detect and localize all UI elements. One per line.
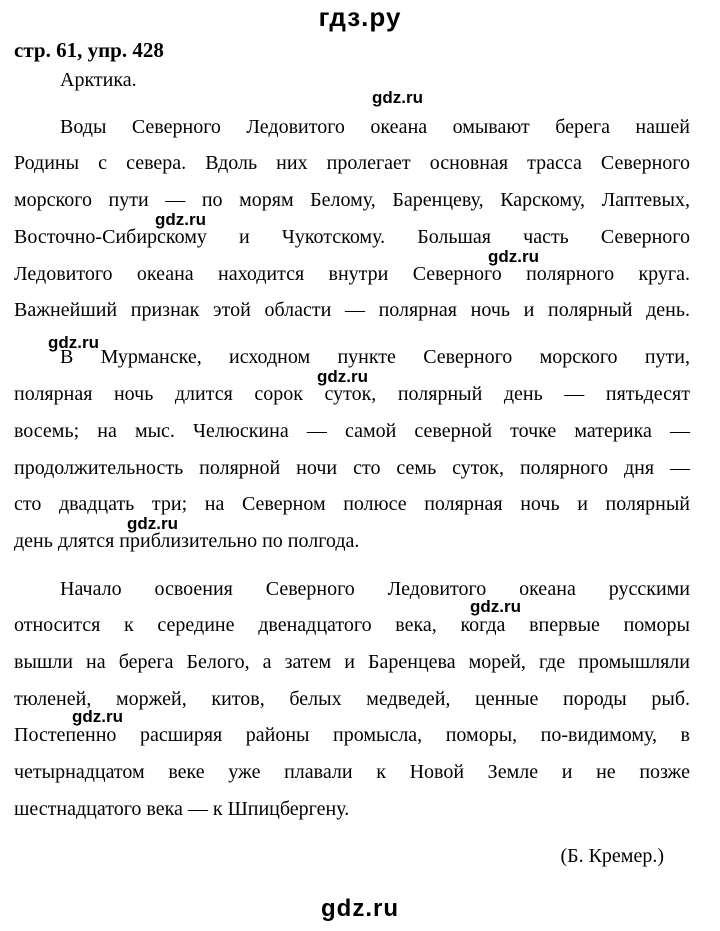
site-header: гдз.ру — [318, 2, 402, 32]
text-line: Начало освоения Северного Ледовитого океана русскими — [60, 578, 690, 600]
text-line: относится к середине двенадцатого века, когда впервые поморы — [14, 614, 690, 636]
text-line: Ледовитого океана находится внутри Северного полярного круга. — [14, 263, 690, 285]
text-line: В Мурманске, исходном пункте Северного морского пути, — [60, 346, 690, 368]
exercise-reference: стр. 61, упр. 428 — [14, 38, 164, 62]
text-line: полярная ночь длится сорок суток, полярный день — пятьдесят — [14, 383, 690, 405]
text-line: вышли на берега Белого, а затем и Баренцева морей, где промышляли — [14, 651, 690, 673]
text-line: четырнадцатом веке уже плавали к Новой Земле и не позже — [14, 761, 690, 783]
text-line: сто двадцать три; на Северном полюсе полярная ночь и полярный — [14, 493, 690, 515]
text-line: продолжительность полярной ночи сто семь суток, полярного дня — — [14, 457, 690, 479]
text-line: Постепенно расширяя районы промысла, поморы, по-видимому, в — [14, 724, 690, 746]
watermark: gdz.ru — [470, 597, 521, 616]
text-line: Воды Северного Ледовитого океана омывают берега нашей — [60, 116, 690, 138]
watermark: gdz.ru — [317, 367, 368, 386]
text-line: Восточно-Сибирскому и Чукотскому. Большая часть Северного — [14, 226, 690, 248]
watermark: gdz.ru — [72, 707, 123, 726]
text-line: Родины с севера. Вдоль них пролегает основная трасса Северного — [14, 152, 690, 174]
watermark: gdz.ru — [127, 514, 178, 533]
watermark: gdz.ru — [372, 88, 423, 107]
text-line: шестнадцатого века — к Шпицбергену. — [14, 798, 350, 820]
attribution: (Б. Кремер.) — [560, 845, 664, 867]
text-line: морского пути — по морям Белому, Баренцеву, Карскому, Лаптевых, — [14, 189, 690, 211]
text-line: тюленей, моржей, китов, белых медведей, ценные породы рыб. — [14, 688, 690, 710]
watermark: gdz.ru — [488, 247, 539, 266]
text-title: Арктика. — [60, 69, 137, 91]
watermark: gdz.ru — [48, 333, 99, 352]
text-line: Важнейший признак этой области — полярная ночь и полярный день. — [14, 299, 690, 321]
site-footer: gdz.ru — [321, 895, 399, 922]
text-line: день длятся приблизительно по полгода. — [14, 530, 360, 552]
text-line: восемь; на мыс. Челюскина — самой северной точке материка — — [14, 420, 690, 442]
watermark: gdz.ru — [155, 210, 206, 229]
